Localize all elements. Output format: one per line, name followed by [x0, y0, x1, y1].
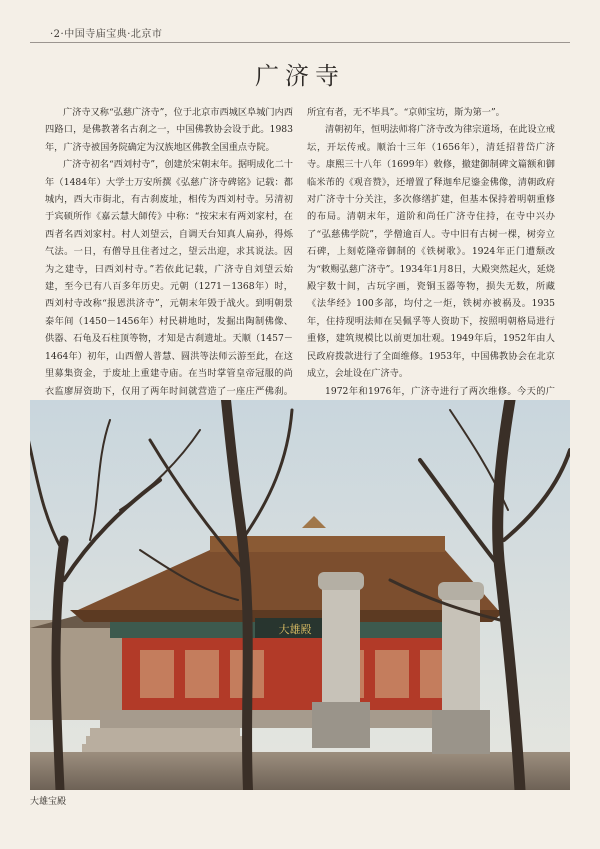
courtyard-ground	[30, 752, 570, 790]
paragraph: 广济寺又称“弘慈广济寺”，位于北京市西城区阜城门内西四路口，是佛教著名古刹之一，中国佛教协会设于此。1983年，广济寺被国务院确定为汉族地区佛教全国重点寺院。	[45, 107, 293, 153]
stele-right-base	[432, 710, 490, 754]
paragraph: 广济寺初名“西刘村寺”，创建於宋朝末年。据明成化二十年（1484年）大学士万安所撰《弘慈广济寺碑铭》记载：都城内，西大市街北，有古刹废址，相传为西刘村寺。另清初于宾硕所作《嘉云慧大師传》中称：“按宋末有两刘家村，在西者名西刘家村。村人刘望云，自调天台知真人扁孙，得烁气法。一日，有僧导且住者过之，望云出迎，求其说法。因为之建寺，曰西刘村寺。”若依此记载，广济寺自刘望云始建，至今已有八百多年历史。元朝（1271－1368年）时，西刘村寺改称“报恩洪济寺”，元朝末年毁于战火。到明朝景泰年间（1450－1456年）村民耕地时，发掘出陶制佛像、供器、石龟及石柱顶等物，才知是古刹遗址。天顺（1457－1464年）初年，山西僧人普慧、圆洪等法师云游至此，在这里募集资金，于废址上重建寺庙。在当时掌管皇帝冠服的尚衣监廖屏资助下，仅用了两年时间就营造了一座庄严佛刹。	[45, 159, 293, 397]
stele-left-base	[312, 702, 370, 748]
stele-left	[322, 582, 360, 702]
running-title: ·2·中国寺庙宝典·北京市	[50, 29, 163, 40]
hall-sign-text: 大雄殿	[278, 623, 312, 636]
stone-platform	[100, 710, 480, 728]
paragraph: 清朝初年，恒明法师将广济寺改为律宗道场，在此设立戒坛，开坛传戒。顺治十三年（1656年），清廷招普岱广济寺。康熙三十八年（1699年）敕修，撤建御制碑文篇额和御临米芾的《观音赞》，还增置了释迦牟尼鎏金佛像，清朝政府对广济寺十分关注，多次修缮扩建，但基本保持着明朝重修的布局。清朝末年，道阶和尚任广济寺住持，在寺中兴办了“弘慈佛学院”，学僧逾百人。寺中旧有古树一棵，树旁立石碑，上刻乾隆帝御制的《铁树歌》。1924年正门遭颓改为“敕赐弘慈广济寺”。1934年1月8日，大殿突然起火，延烧殿宇数十间，古玩字画，瓷铜玉器等物，损失无数，所藏《法华经》100多部，均付之一炬，铁树亦被祸及。1935年，住持现明法师在吴佩孚等人资助下，按照明朝格局进行重修，建筑规模比以前更加壮观。1949年后，1952年由人民政府拨款进行了全面维修。1953年，中国佛教协会在北京成立，会址设在广济寺。	[307, 124, 555, 380]
temple-photo	[30, 400, 570, 790]
photo-caption: 大雄宝殿	[30, 797, 67, 807]
running-header	[30, 22, 570, 43]
stone-stairs	[82, 728, 248, 752]
article-title: 广济寺	[255, 62, 345, 90]
paragraph: 1972年和1976年，广济寺进行了两次维修。今天的广	[325, 385, 555, 397]
temple-illustration	[30, 400, 570, 790]
stele-right-top	[438, 582, 484, 600]
paragraph-continuation: 所宜有者，无不毕具”。“京师宝坊，斯为第一”。	[307, 107, 505, 118]
stele-left-top	[318, 572, 364, 590]
